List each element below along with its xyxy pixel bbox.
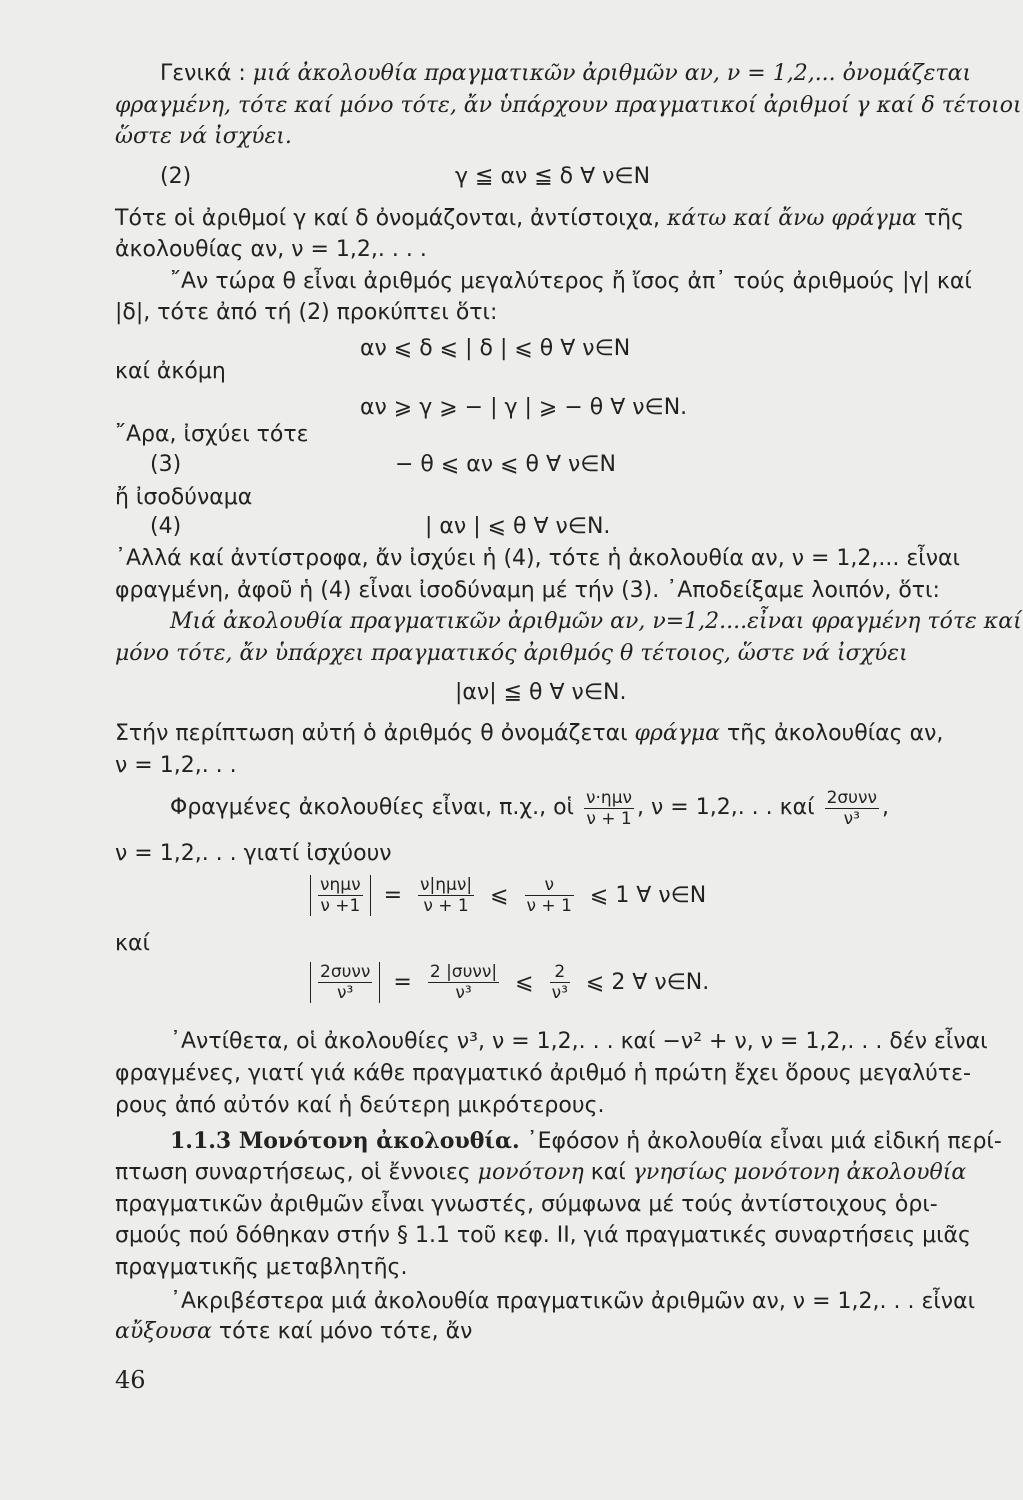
section-line-6: ᾽Ακριβέστερα μιά ἀκολουθία πραγματικῶν ἀριθμῶν αν, ν = 1,2,. . . εἶναι [170, 1289, 976, 1314]
fraction-2: $\frac{\text{2συνν}}{\text{ν³}}$ [826, 787, 877, 829]
fraction-1: $\frac{\text{ν·ημν}}{\nu + 1}$ [586, 787, 633, 829]
eq-a: αν ⩽ δ ⩽ | δ | ⩽ θ ∀ ν∈N [360, 336, 631, 361]
section-line-2: πτωση συναρτήσεως, οἱ ἔννοιες μονότονη καί γνησίως μονότονη ἀκολουθία [115, 1160, 967, 1185]
p1-line-3: ὥστε νά ἰσχύει. [115, 124, 292, 149]
kai-akomi: καί ἀκόμη [115, 359, 226, 384]
eq-4: | αν | ⩽ θ ∀ ν∈N. [425, 514, 611, 539]
p2-line-1: Τότε οἱ ἀριθμοί γ καί δ ὀνομάζονται, ἀντίστοιχα, κάτω καί ἄνω φράγμα τῆς [115, 206, 965, 231]
p6-line-2: φραγμένες, γιατί γιά κάθε πραγματικό ἀριθμό ἡ πρώτη ἔχει ὅρους μεγαλύτε- [115, 1061, 971, 1086]
section-1-1-3-line-1: 1.1.3 Μονότονη ἀκολουθία. ᾽Εφόσον ἡ ἀκολουθία εἶναι μιά εἰδική περί- [170, 1128, 1002, 1154]
p6-line-1: ᾽Αντίθετα, οἱ ἀκολουθίες ν³, ν = 1,2,. . . καί −ν² + ν, ν = 1,2,. . . δέν εἶναι [170, 1029, 988, 1054]
p3-line-2: |δ|, τότε ἀπό τή (2) προκύπτει ὅτι: [115, 300, 498, 325]
example-line-2: ν = 1,2,. . . γιατί ἰσχύουν [115, 841, 392, 866]
p5-line-2: ν = 1,2,. . . [115, 753, 237, 778]
p4-line-1: ᾽Αλλά καί ἀντίστροφα, ἄν ἰσχύει ἡ (4), τότε ἡ ἀκολουθία αν, ν = 1,2,... εἶναι [115, 546, 960, 571]
section-line-5: πραγματικῆς μεταβλητῆς. [115, 1255, 408, 1280]
eq-3-label: (3) [150, 452, 182, 477]
p4-line-4: μόνο τότε, ἄν ὑπάρχει πραγματικός ἀριθμός θ τέτοιος, ὥστε νά ἰσχύει [115, 641, 908, 666]
p2-line-2: ἀκολουθίας αν, ν = 1,2,. . . . [115, 237, 427, 262]
p4-line-3: Μιά ἀκολουθία πραγματικῶν ἀριθμῶν αν, ν=1,2....εἶναι φραγμένη τότε καί [170, 609, 1022, 634]
eq-2: γ ≦ αν ≦ δ ∀ ν∈N [455, 164, 651, 189]
isodynama: ἤ ἰσοδύναμα [115, 485, 253, 510]
section-line-4: σμούς πού δόθηκαν στήν § 1.1 τοῦ κεφ. ΙΙ, γιά πραγματικές συναρτήσεις μιᾶς [115, 1223, 971, 1248]
ara: ῎Αρα, ἰσχύει τότε [115, 422, 309, 447]
kai-connector: καί [115, 931, 150, 956]
eq-2-label: (2) [160, 164, 192, 189]
eq-3: − θ ⩽ αν ⩽ θ ∀ ν∈N [395, 452, 616, 477]
section-line-7: αὔξουσα τότε καί μόνο τότε, ἄν [115, 1319, 473, 1344]
section-line-3: πραγματικῶν ἀριθμῶν εἶναι γνωστές, σύμφωνα μέ τούς ἀντίστοιχους ὁρι- [115, 1192, 938, 1217]
p1-line-1: Γενικά : μιά ἀκολουθία πραγματικῶν ἀριθμῶν αν, ν = 1,2,... ὀνομάζεται [160, 61, 972, 86]
inequality-2: $\frac{\text{2συνν}}{\text{ν³}}$ = $\frac{\text{2 |συνν|}}{\text{ν³}}$ ⩽ $\frac{2}{\text{ν³}}$ ⩽ 2 ∀ ν∈N. [310, 962, 715, 1003]
example-line: Φραγμένες ἀκολουθίες εἶναι, π.χ., οἱ $\frac{\text{ν·ημν}}{\nu + 1}$ , ν = 1,2,. . . καί $\frac{\text{2συνν}}{\text{ν³}}$ , [170, 787, 889, 829]
p6-line-3: ρους ἀπό αὐτόν καί ἡ δεύτερη μικρότερους. [115, 1093, 605, 1118]
p4-line-2: φραγμένη, ἀφοῦ ἡ (4) εἶναι ἰσοδύναμη μέ τήν (3). ᾽Αποδείξαμε λοιπόν, ὅτι: [115, 578, 940, 603]
p1-line-2: φραγμένη, τότε καί μόνο τότε, ἄν ὑπάρχουν πραγματικοί ἀριθμοί γ καί δ τέτοιοι [115, 93, 1022, 118]
p3-line-1: ῎Αν τώρα θ εἶναι ἀριθμός μεγαλύτερος ἤ ἴσος ἀπ᾽ τούς ἀριθμούς |γ| καί [170, 269, 972, 294]
eq-b: αν ⩾ γ ⩾ − | γ | ⩾ − θ ∀ ν∈N. [360, 395, 688, 420]
page-number: 46 [115, 1366, 146, 1394]
eq-5: |αν| ≦ θ ∀ ν∈N. [455, 680, 627, 705]
p5-line-1: Στήν περίπτωση αὐτή ὁ ἀριθμός θ ὀνομάζεται φράγμα τῆς ἀκολουθίας αν, [115, 721, 944, 746]
eq-4-label: (4) [150, 514, 182, 539]
section-heading: 1.1.3 Μονότονη ἀκολουθία. [170, 1128, 520, 1154]
inequality-1: $\frac{\text{νημν}}{\nu +1}$ = $\frac{\text{ν|ημν|}}{\nu + 1}$ ⩽ $\frac{\nu}{\nu + 1}$ ⩽ 1 ∀ ν∈N [310, 875, 712, 916]
